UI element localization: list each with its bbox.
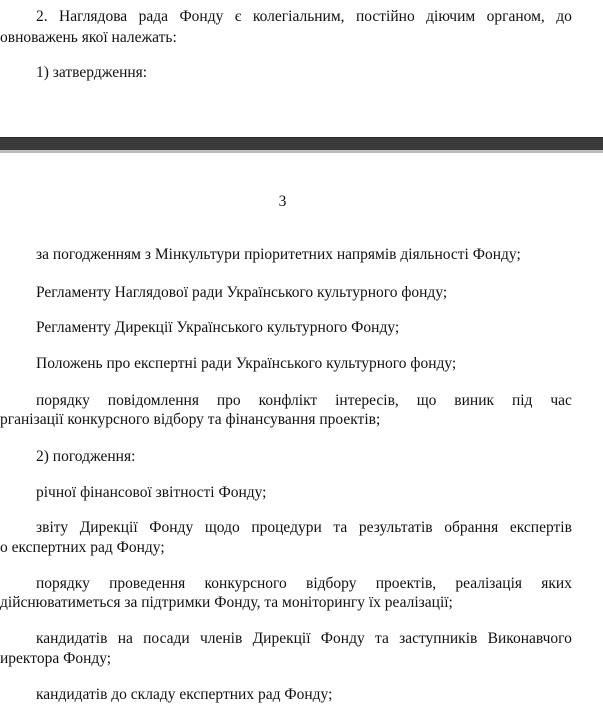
word: Фонду — [149, 519, 194, 536]
word: органом, — [486, 8, 545, 25]
word: Виконавчого — [487, 630, 572, 647]
word: постійно — [355, 8, 415, 25]
word: проведення — [109, 575, 186, 592]
word: кандидатів — [36, 630, 108, 647]
word: відбору — [306, 575, 357, 592]
word: є — [234, 8, 242, 25]
page-number: 3 — [278, 193, 287, 210]
word: діючим — [426, 8, 476, 25]
list-item: річної фінансової звітності Фонду; — [36, 484, 267, 501]
word: проектів, — [375, 575, 437, 592]
list-item: Положень про експертні ради Українського культурного фонду; — [36, 355, 457, 372]
word: експертів — [509, 519, 572, 536]
list-item-continuation: дійснюватиметься за підтримки Фонду, та моніторингу їх реалізації; — [0, 594, 453, 611]
list-item — [36, 392, 572, 410]
word: про — [216, 392, 241, 409]
word: рада — [138, 8, 169, 25]
word: Фонду — [179, 8, 224, 25]
item-2-heading: 2) погодження: — [36, 448, 136, 465]
word: членів — [199, 630, 243, 647]
paragraph-2-line-1 — [36, 8, 572, 26]
word: яких — [541, 575, 572, 592]
word: виник — [454, 392, 495, 409]
word: конфлікт — [258, 392, 318, 409]
list-item: за погодженням з Мінкультури пріоритетних напрямів діяльності Фонду; — [36, 246, 521, 263]
list-item — [36, 630, 572, 648]
word: посади — [143, 630, 190, 647]
list-item-continuation: о експертних рад Фонду; — [0, 539, 165, 556]
word: 2. — [36, 8, 48, 25]
page-break-divider — [0, 137, 603, 150]
word: конкурсного — [204, 575, 287, 592]
list-item — [36, 575, 572, 593]
list-item: кандидатів до складу експертних рад Фонду; — [36, 686, 333, 703]
word: обрання — [444, 519, 499, 536]
word: процедури — [251, 519, 322, 536]
list-item — [36, 519, 572, 537]
word: звіту — [36, 519, 69, 536]
word: заступників — [399, 630, 478, 647]
word: повідомлення — [107, 392, 199, 409]
word: Дирекції — [252, 630, 311, 647]
item-1-heading: 1) затвердження: — [36, 64, 148, 81]
word: реалізація — [455, 575, 523, 592]
word: щодо — [204, 519, 240, 536]
word: результатів — [358, 519, 433, 536]
list-item: Регламенту Наглядової ради Українського культурного фонду; — [36, 284, 448, 301]
word: порядку — [36, 392, 90, 409]
word: інтересів, — [335, 392, 399, 409]
word: та — [374, 630, 389, 647]
word: та — [333, 519, 348, 536]
paragraph-2-line-2: овноважень якої належать: — [0, 29, 177, 46]
word: під — [511, 392, 533, 409]
list-item: Регламенту Дирекції Українського культурного Фонду; — [36, 319, 400, 336]
word: що — [416, 392, 437, 409]
word: Наглядова — [59, 8, 128, 25]
word: порядку — [36, 575, 90, 592]
list-item-continuation: рганізації конкурсного відбору та фінансування проектів; — [0, 411, 381, 428]
word: до — [556, 8, 572, 25]
word: час — [550, 392, 572, 409]
word: колегіальним, — [252, 8, 345, 25]
list-item-continuation: иректора Фонду; — [0, 650, 112, 667]
word: Дирекції — [79, 519, 138, 536]
word: Фонду — [320, 630, 365, 647]
word: на — [117, 630, 133, 647]
